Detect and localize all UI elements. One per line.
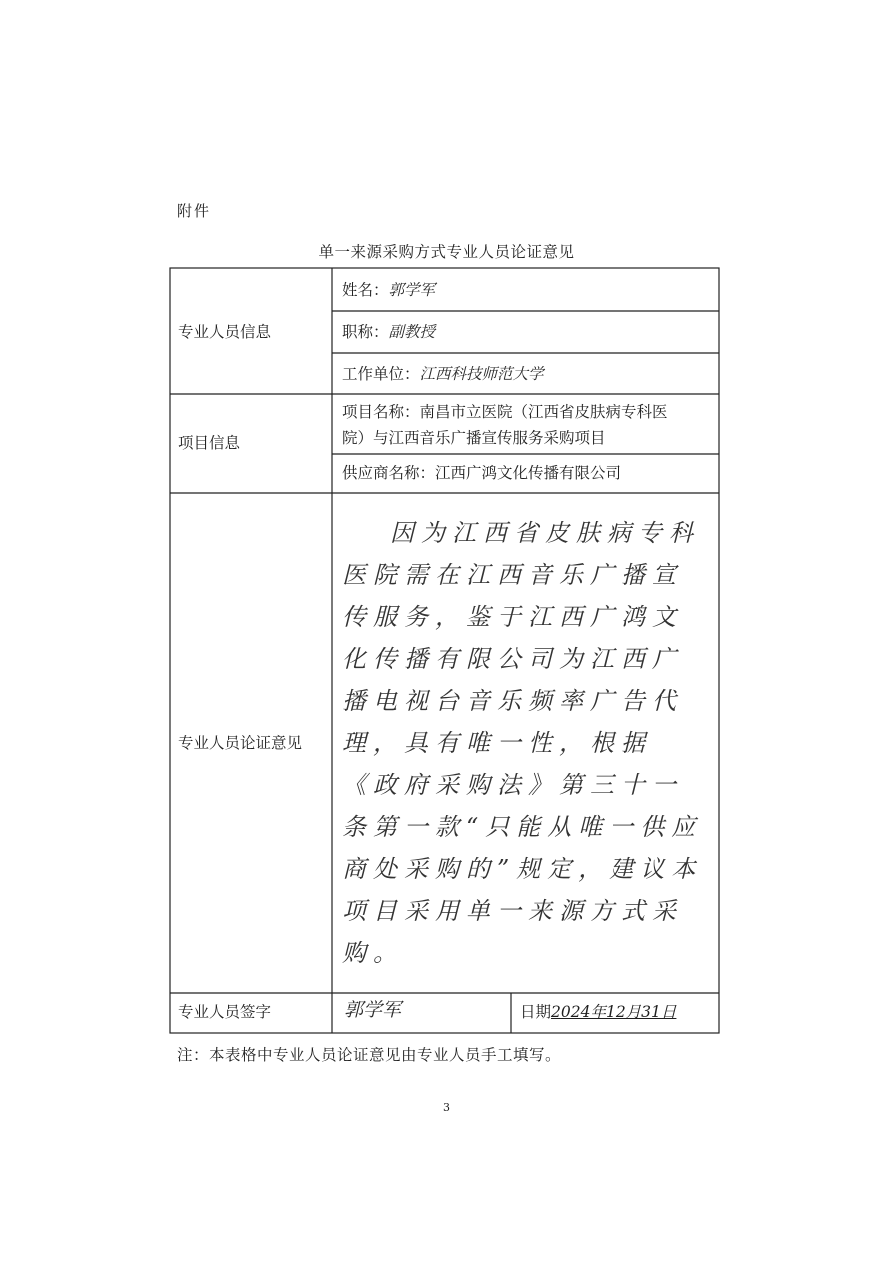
supplier-row [342, 459, 621, 487]
expert-info-section-label: 专业人员信息 [178, 323, 272, 341]
signature-label: 专业人员签字 [178, 1003, 272, 1021]
form-title: 单一来源采购方式专业人员论证意见 [318, 243, 575, 261]
date-label: 日期 [520, 1003, 552, 1021]
page-number: 3 [443, 1101, 450, 1114]
project-name-value-line1: 南昌市立医院（江西省皮肤病专科医 [419, 403, 668, 421]
project-name-line1 [342, 398, 668, 426]
name-label: 姓名： [342, 281, 389, 299]
unit-label: 工作单位： [342, 365, 420, 383]
date-value: 2024年12月31日 [551, 1003, 677, 1021]
title-row [342, 318, 435, 346]
supplier-label: 供应商名称： [342, 464, 436, 482]
opinion-section-label: 专业人员论证意见 [178, 734, 303, 752]
project-name-label: 项目名称： [342, 403, 420, 421]
signature-value: 郭学军 [344, 999, 402, 1021]
unit-row [342, 360, 544, 388]
name-row [342, 276, 435, 304]
name-value: 郭学军 [388, 281, 436, 299]
date-row [520, 998, 676, 1026]
project-info-section-label: 项目信息 [178, 434, 241, 452]
project-name-value-line2: 院）与江西音乐广播宣传服务采购项目 [342, 429, 606, 447]
footnote: 注：本表格中专业人员论证意见由专业人员手工填写。 [177, 1046, 562, 1064]
supplier-value: 江西广鸿文化传播有限公司 [435, 464, 622, 482]
title-label: 职称： [342, 323, 389, 341]
unit-value: 江西科技师范大学 [419, 365, 544, 383]
title-value: 副教授 [388, 323, 436, 341]
attachment-label: 附件 [177, 202, 212, 220]
opinion-text: 因为江西省皮肤病专科医院需在江西音乐广播宣传服务，鉴于江西广鸿文化传播有限公司为江西广播电视台音乐频率广告代理，具有唯一性，根据《政府采购法》第三十一条第一款“只能从唯一供应商处采购的”规定，建议本项目采用单一来源方式采购。 [342, 519, 703, 967]
